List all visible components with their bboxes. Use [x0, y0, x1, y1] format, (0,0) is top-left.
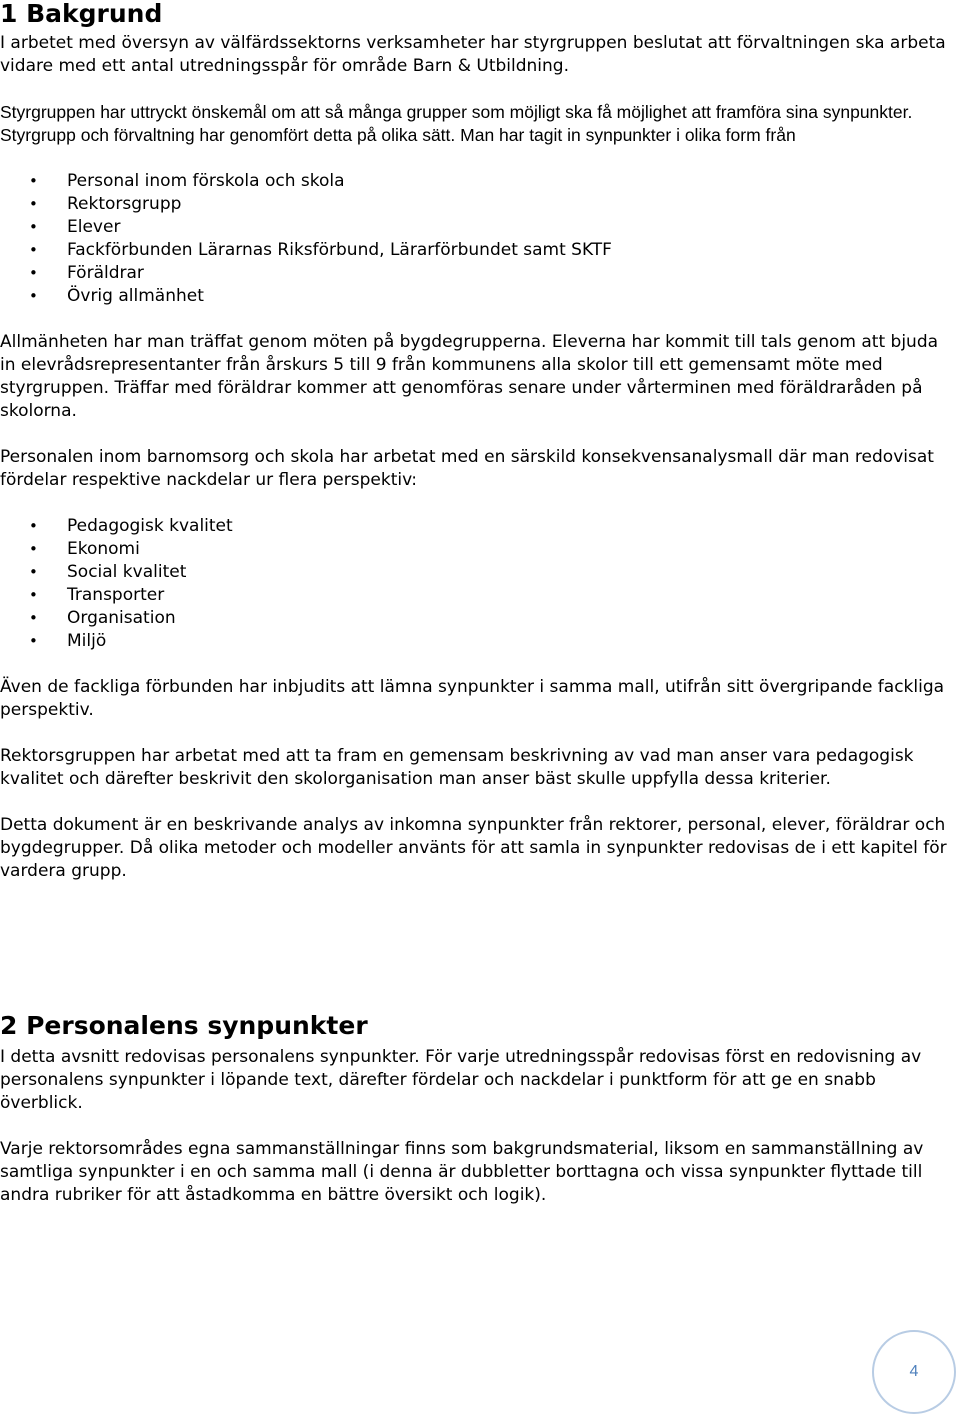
list-item: • Elever — [0, 216, 960, 239]
page-number: 4 — [909, 1363, 919, 1380]
paragraph: Allmänheten har man träffat genom möten på bygdegrupperna. Eleverna har kommit till tals genom att bjuda in elevrådsrepresentanter från årskurs 5 till 9 från kommunens alla skolor till ett gemensamt möte med styrgruppen. Träffar med föräldrar kommer att genomföras senare under vårterminen med föräldraråden på skolorna. — [0, 332, 939, 421]
bullet-list-groups — [0, 170, 960, 308]
list-item: • Social kvalitet — [0, 561, 960, 584]
page-number-badge — [872, 1330, 956, 1414]
list-item: • Föräldrar — [0, 262, 960, 285]
list-item: • Övrig allmänhet — [0, 285, 960, 308]
section-personalens-synpunkter — [0, 1012, 960, 1207]
list-item: • Transporter — [0, 584, 960, 607]
paragraph: Rektorsgruppen har arbetat med att ta fram en gemensam beskrivning av vad man anser vara pedagogisk kvalitet och därefter beskrivit den skolorganisation man anser bäst skulle uppfylla dessa kriterier. — [0, 746, 914, 789]
paragraph: I arbetet med översyn av välfärdssektorns verksamheter har styrgruppen beslutat att förvaltningen ska arbeta vidare med ett antal utredningsspår för område Barn & Utbildning. — [0, 33, 946, 76]
list-item: • Personal inom förskola och skola — [0, 170, 960, 193]
paragraph: I detta avsnitt redovisas personalens synpunkter. För varje utredningsspår redovisas först en redovisning av personalens synpunkter i löpande text, därefter fördelar och nackdelar i punktform för att ge en snabb överblick. — [0, 1047, 922, 1113]
list-item: • Pedagogisk kvalitet — [0, 515, 960, 538]
section-heading: 1 Bakgrund — [0, 0, 163, 28]
paragraph: Varje rektorsområdes egna sammanställningar finns som bakgrundsmaterial, liksom en sammanställning av samtliga synpunkter i en och samma mall (i denna är dubbletter borttagna och vissa synpunkter flyttade till andra rubriker för att åstadkomma en bättre översikt och logik). — [0, 1139, 924, 1205]
paragraph: Personalen inom barnomsorg och skola har arbetat med en särskild konsekvensanalysmall där man redovisat fördelar respektive nackdelar ur flera perspektiv: — [0, 447, 934, 490]
bullet-list-perspectives — [0, 515, 960, 653]
list-item: • Organisation — [0, 607, 960, 630]
list-item: • Miljö — [0, 630, 960, 653]
list-item: • Fackförbunden Lärarnas Riksförbund, Lärarförbundet samt SKTF — [0, 239, 960, 262]
list-item: • Ekonomi — [0, 538, 960, 561]
list-item: • Rektorsgrupp — [0, 193, 960, 216]
paragraph: Även de fackliga förbunden har inbjudits att lämna synpunkter i samma mall, utifrån sitt övergripande fackliga perspektiv. — [0, 677, 945, 720]
section-heading: 2 Personalens synpunkter — [0, 1011, 368, 1040]
paragraph: Styrgruppen har uttryckt önskemål om att så många grupper som möjligt ska få möjlighet att framföra sina synpunkter. Styrgrupp och förvaltning har genomfört detta på olika sätt. Man har tagit in synpunkter i olika form från — [0, 102, 913, 145]
paragraph: Detta dokument är en beskrivande analys av inkomna synpunkter från rektorer, personal, elever, föräldrar och bygdegrupper. Då olika metoder och modeller använts för att samla in synpunkter redovisas de i ett kapitel för vardera grupp. — [0, 815, 947, 881]
